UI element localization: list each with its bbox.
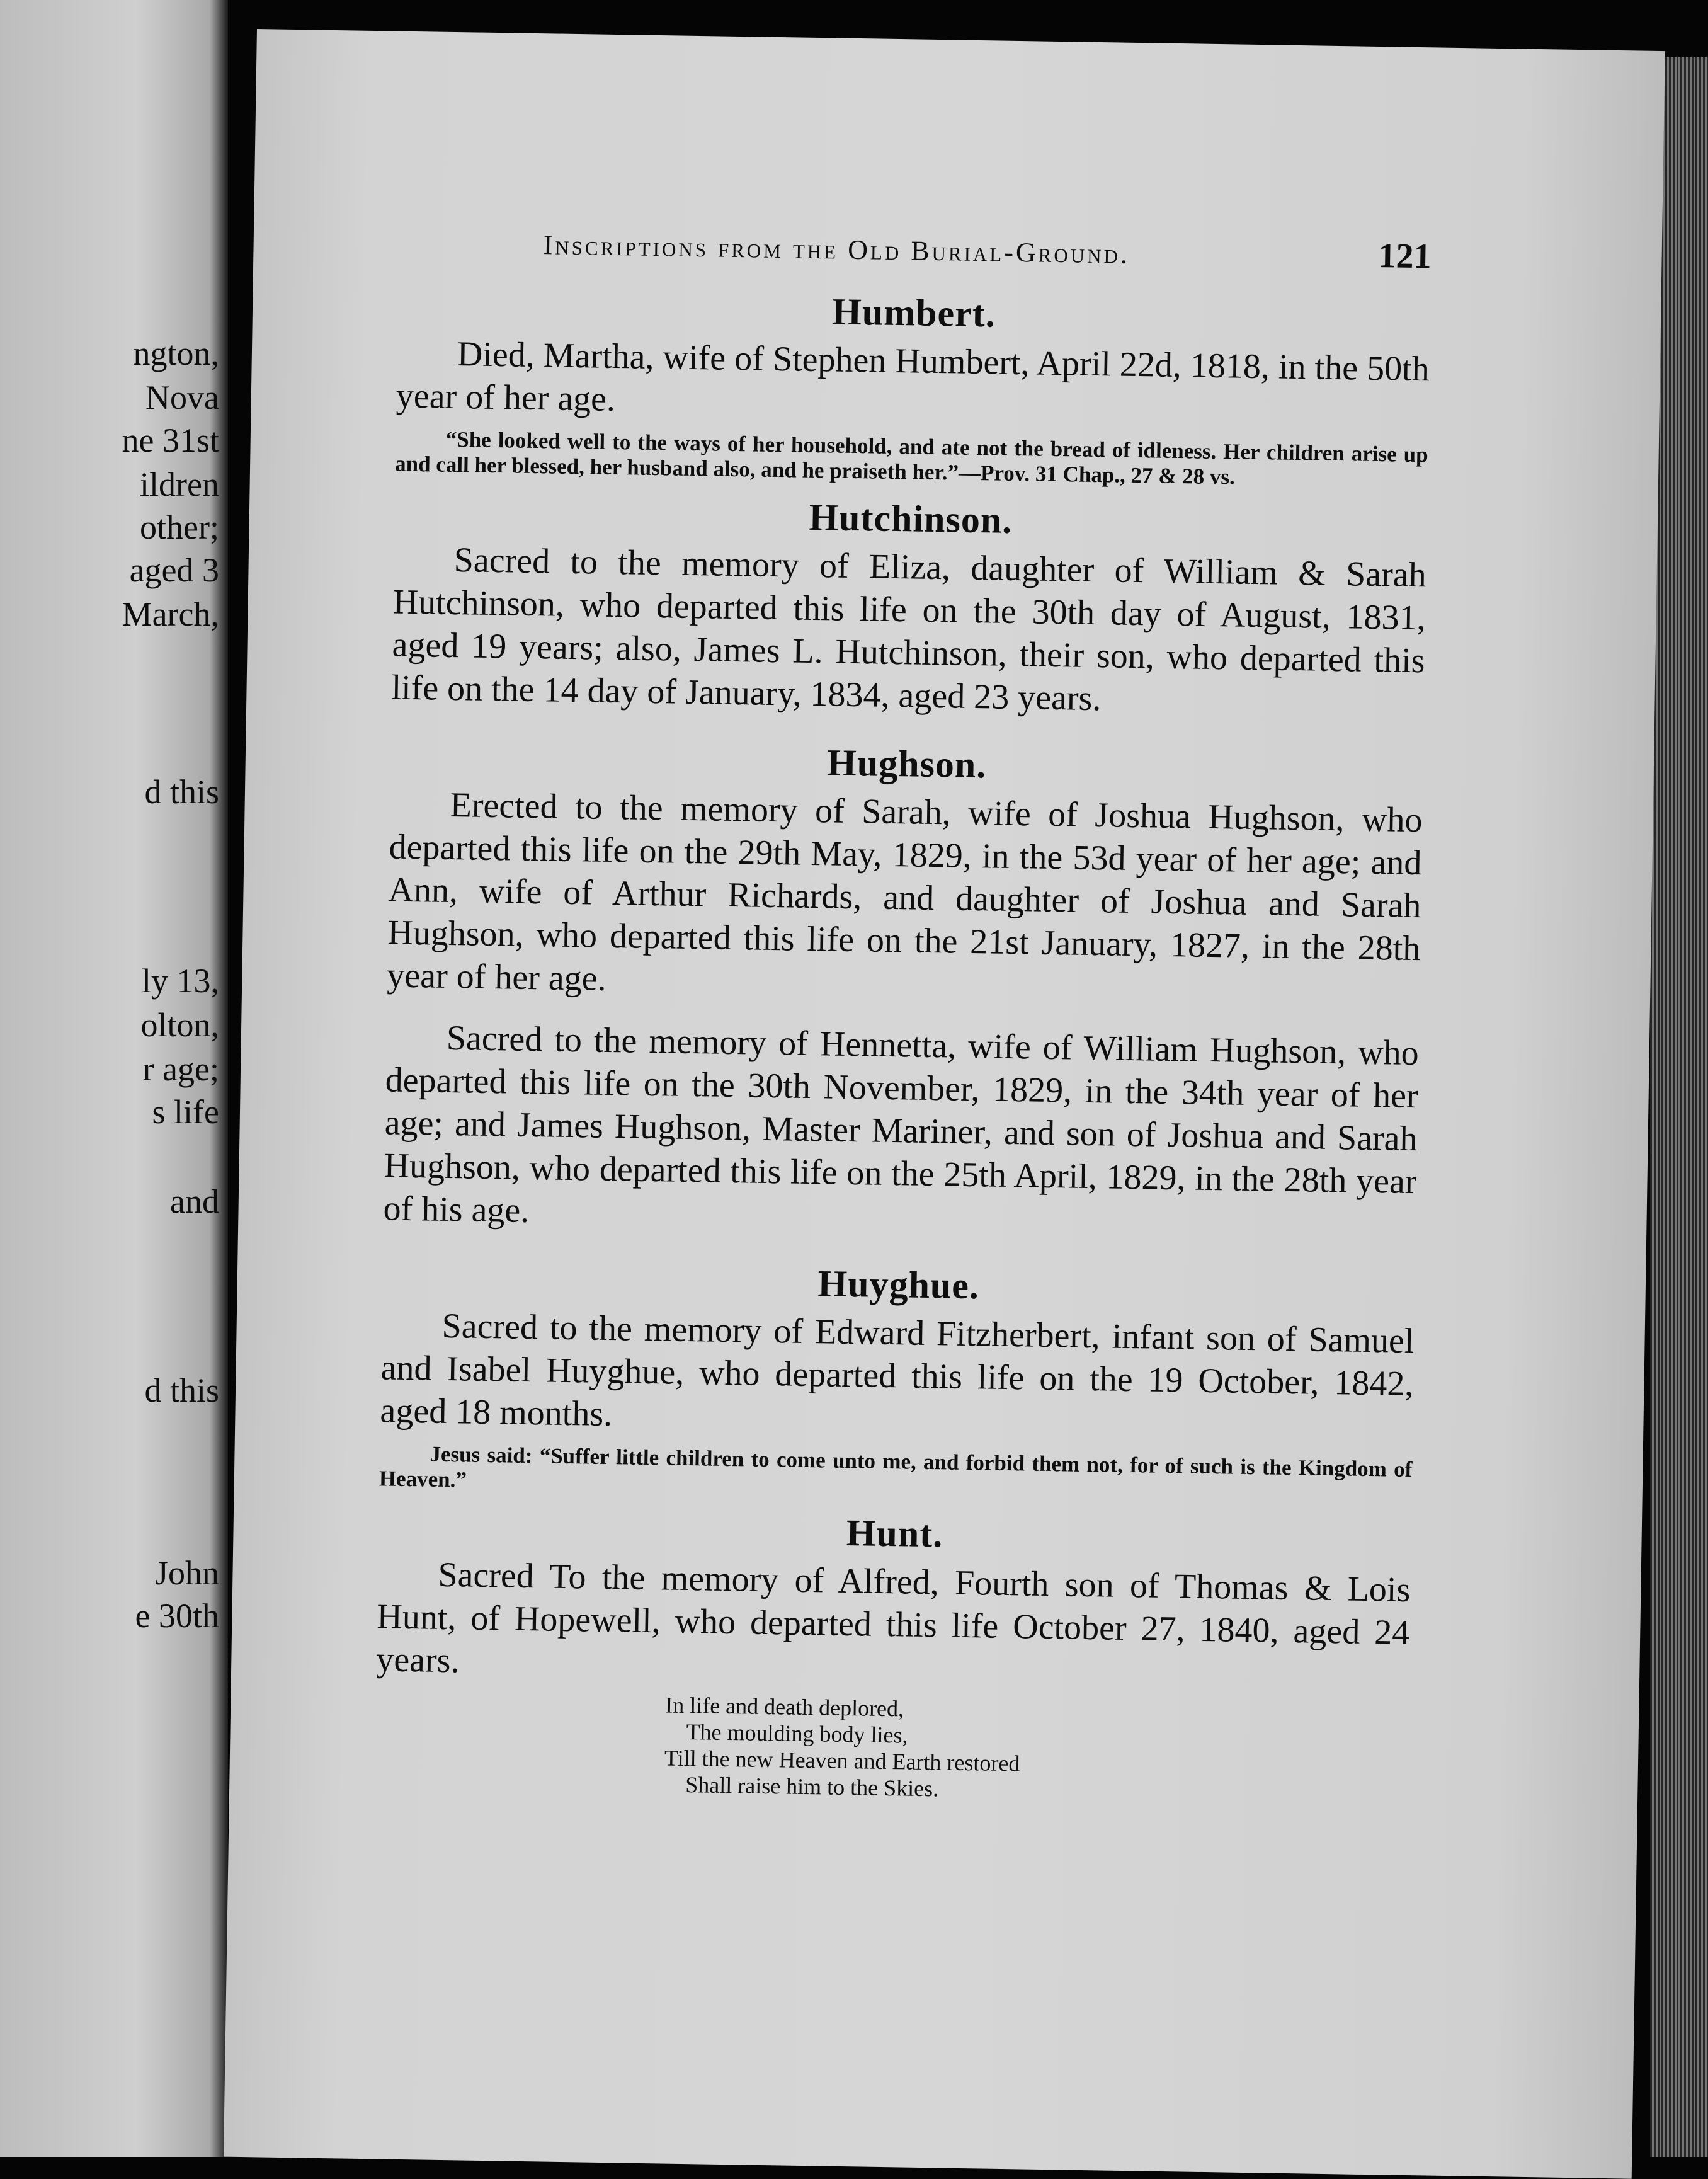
verse-line: In life and death deplored, xyxy=(664,1692,904,1722)
verse-line: The moulding body lies, xyxy=(686,1719,908,1748)
inscription-paragraph: Sacred To the memory of Alfred, Fourth son of Thomas & Lois Hunt, of Hopewell, who departed this life October 27, 1840, aged 24 years. xyxy=(375,1555,1411,1681)
left-fragment: e 30th xyxy=(135,1597,219,1635)
left-facing-page xyxy=(0,0,228,2157)
section-heading: Hunt. xyxy=(846,1511,943,1555)
running-header xyxy=(398,220,1432,277)
inscription-paragraph: Sacred to the memory of Hennetta, wife of William Hughson, who departed this life on the 30th November, 1829, in the 34th year of her age; and James Hughson, Master Mariner, and son of Joshua and Sarah Hughson, who departed this life on the 25th April, 1829, in the 28th year of his age. xyxy=(383,1018,1420,1231)
scripture-quote: “She looked well to the ways of her household, and ate not the bread of idleness. Her children arise up and call her blessed, her husband also, and he praiseth her.”—Prov. 31 Chap., 27 & 28 vs. xyxy=(394,426,1428,489)
epitaph-verse xyxy=(664,1692,1408,1810)
left-fragment: ly 13, xyxy=(141,962,219,1000)
book-page xyxy=(224,29,1665,2179)
inscription-paragraph: Erected to the memory of Sarah, wife of Joshua Hughson, who departed this life on the 29th May, 1829, in the 53d year of her age; and Ann, wife of Arthur Richards, and daughter of Joshua and Sarah Hughson, who departed this life on the 21st January, 1827, in the 28th year of her age. xyxy=(386,785,1423,998)
scripture-quote: Jesus said: “Suffer little children to come unto me, and forbid them not, for of such is the Kingdom of Heaven.” xyxy=(379,1441,1413,1492)
section-heading: Hutchinson. xyxy=(809,496,1013,541)
left-fragment: d this xyxy=(144,773,219,811)
section-heading: Humbert. xyxy=(831,290,996,335)
left-fragment: s life xyxy=(152,1093,219,1131)
left-fragment: olton, xyxy=(140,1006,219,1044)
page-content xyxy=(374,220,1432,1809)
left-fragment: d this xyxy=(144,1371,219,1409)
left-fragment: r age; xyxy=(142,1050,219,1088)
inscription-paragraph: Died, Martha, wife of Stephen Humbert, April 22d, 1818, in the 50th year of her age. xyxy=(396,335,1430,420)
left-fragment: Nova xyxy=(145,379,219,416)
left-fragment: ne 31st xyxy=(122,421,219,459)
left-fragment: ngton, xyxy=(133,335,219,372)
verse-line: Till the new Heaven and Earth restored xyxy=(664,1745,1020,1776)
page-number: 121 xyxy=(1378,236,1432,277)
section-heading: Hughson. xyxy=(826,741,987,786)
left-fragment: ildren xyxy=(140,466,219,503)
left-fragment: John xyxy=(154,1554,219,1592)
verse-line: Shall raise him to the Skies. xyxy=(685,1772,939,1802)
left-fragment: March, xyxy=(122,595,219,633)
left-fragment: other; xyxy=(140,508,219,546)
section-heading: Huyghue. xyxy=(817,1262,980,1307)
running-head: Inscriptions from the Old Burial-Ground. xyxy=(543,229,1130,270)
inscription-paragraph: Sacred to the memory of Eliza, daughter of William & Sarah Hutchinson, who departed this life on the 30th day of August, 1831, aged 19 years; also, James L. Hutchinson, their son, who departed this life on the 14 day of January, 1834, aged 23 years. xyxy=(391,540,1427,719)
left-fragment: aged 3 xyxy=(129,551,219,589)
inscription-paragraph: Sacred to the memory of Edward Fitzherbert, infant son of Samuel and Isabel Huyghue, who departed this life on the 19 October, 1842, aged 18 months. xyxy=(380,1306,1415,1434)
left-fragment: and xyxy=(170,1182,219,1220)
